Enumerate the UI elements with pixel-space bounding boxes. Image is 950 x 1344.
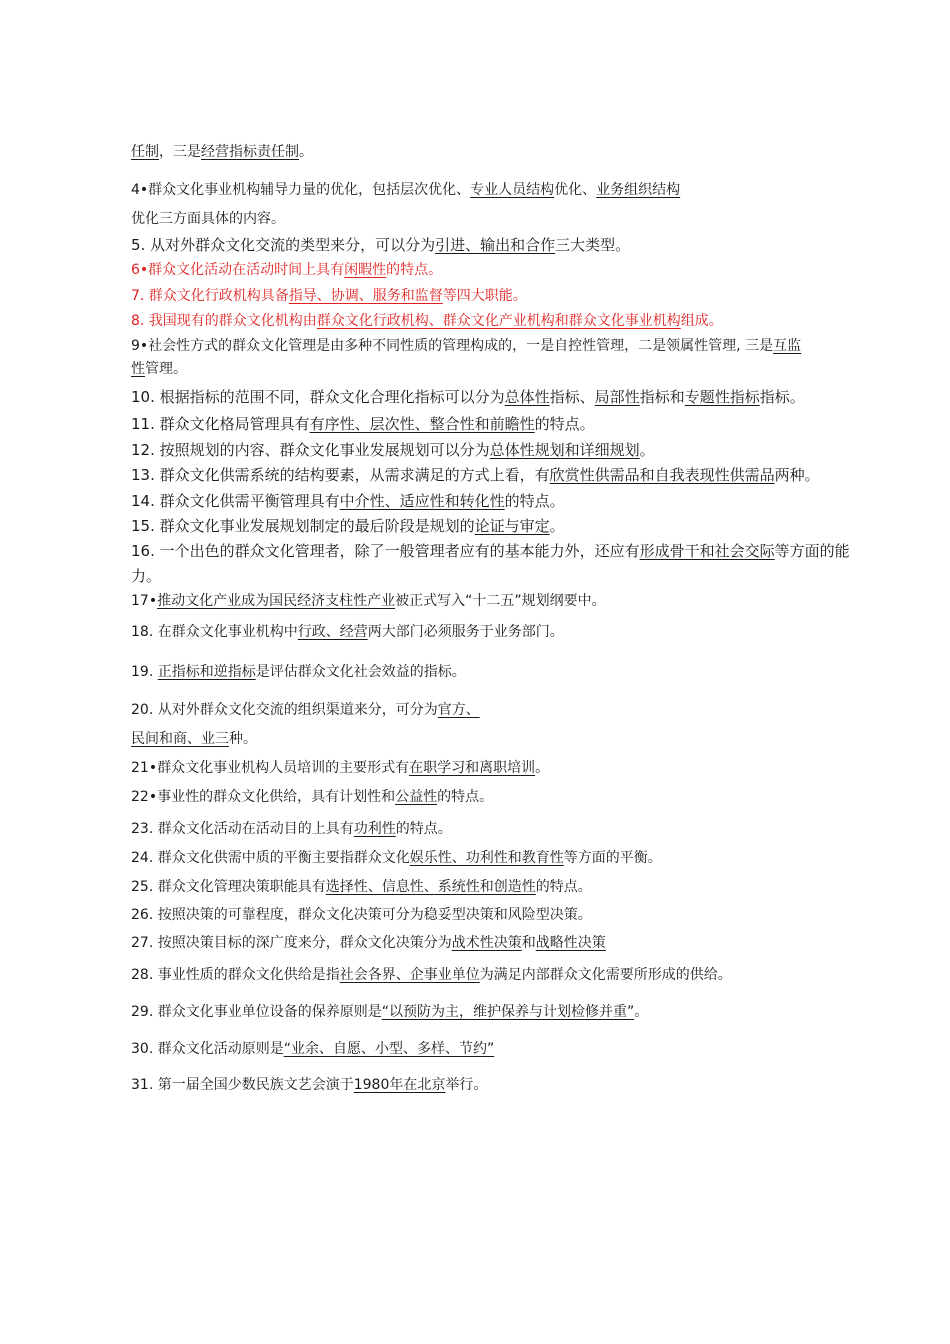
text-segment: 指标。 (759, 388, 805, 406)
text-segment: 三大类型。 (555, 236, 631, 254)
text-segment: 18. 在群众文化事业机构中 (131, 624, 298, 640)
text-segment: 组成。 (680, 313, 723, 329)
text-line (131, 387, 901, 407)
text-segment: 22•事业性的群众文化供给，具有计划性和 (131, 789, 396, 805)
text-line (131, 1002, 901, 1022)
underlined-answer: “以预防为主，维护保养与计划检修并重” (381, 1004, 635, 1020)
text-segment: 两种。 (774, 466, 820, 484)
text-segment: 的特点。 (395, 821, 452, 837)
underlined-answer: 群众文化行政机构、群众文化产业机构和群众文化事业机构 (316, 313, 681, 329)
text-segment: 举行。 (445, 1077, 488, 1093)
text-segment: 14. 群众文化供需平衡管理具有 (131, 492, 340, 510)
text-segment: 等方面的能 (774, 542, 850, 560)
text-segment: 被正式写入“十二五”规划纲要中。 (395, 593, 606, 609)
text-segment: 11. 群众文化格局管理具有 (131, 415, 310, 433)
text-line (131, 566, 901, 586)
text-segment: 9•社会性方式的群众文化管理是由多种不同性质的管理构成的，一是自控性管理，二是领属性管理, 三是 (131, 338, 774, 354)
text-segment: 8. 我国现有的群众文化机构由 (131, 313, 317, 329)
text-line (131, 414, 901, 434)
underlined-answer: 民间和商、业三 (131, 731, 229, 747)
text-segment: 等四大职能。 (442, 288, 527, 304)
text-segment: 24. 群众文化供需中质的平衡主要指群众文化 (131, 850, 410, 866)
text-segment: 23. 群众文化活动在活动目的上具有 (131, 821, 354, 837)
underlined-answer: 闲暇性 (344, 262, 387, 278)
text-line (131, 180, 901, 200)
text-segment: 的特点。 (504, 492, 565, 510)
text-segment: 27. 按照决策目标的深广度来分，群众文化决策分为 (131, 935, 452, 951)
text-line (131, 591, 901, 611)
underlined-answer: 功利性 (353, 821, 396, 837)
underlined-answer: 官方、 (437, 702, 480, 718)
underlined-answer: 社会各界、企事业单位 (339, 967, 480, 983)
text-segment: 26. 按照决策的可靠程度，群众文化决策可分为稳妥型决策和风险型决策。 (131, 907, 592, 923)
underlined-answer: 局部性 (594, 388, 640, 406)
underlined-answer: 欣赏性供需品和自我表现性供需品 (549, 466, 775, 484)
text-line (131, 848, 901, 868)
text-line (131, 286, 901, 306)
text-segment: 两大部门必须服务于业务部门。 (367, 624, 564, 640)
text-segment: 指标、 (549, 388, 595, 406)
text-line (131, 260, 901, 280)
text-line (131, 311, 901, 331)
text-segment: 10. 根据指标的范围不同，群众文化合理化指标可以分为 (131, 388, 505, 406)
underlined-answer: 正指标和逆指标 (157, 664, 256, 680)
text-line (131, 877, 901, 897)
underlined-answer: 专题性指标 (684, 388, 760, 406)
text-line (131, 700, 901, 720)
text-line (131, 905, 901, 925)
underlined-answer: 公益性 (395, 789, 438, 805)
text-segment: 29. 群众文化事业单位设备的保养原则是 (131, 1004, 382, 1020)
text-line (131, 142, 901, 162)
text-segment: 12. 按照规划的内容、群众文化事业发展规划可以分为 (131, 441, 490, 459)
text-line (131, 336, 901, 356)
text-line (131, 209, 901, 229)
underlined-answer: 在职学习和离职培训 (409, 760, 536, 776)
text-line (131, 516, 901, 536)
underlined-answer: 战略性决策 (535, 935, 606, 951)
text-segment: 指标和 (639, 388, 685, 406)
text-line (131, 819, 901, 839)
text-segment: 的特点。 (386, 262, 443, 278)
underlined-answer: 选择性、信息性、系统性和创造性 (325, 879, 536, 895)
text-line (131, 1039, 901, 1059)
underlined-answer: 引进、输出和合作 (435, 236, 556, 254)
text-segment: 5. 从对外群众文化交流的类型来分，可以分为 (131, 236, 436, 254)
text-segment: 为满足内部群众文化需要所形成的供给。 (479, 967, 732, 983)
underlined-answer: 论证与审定 (474, 517, 550, 535)
underlined-answer: 互监 (773, 338, 802, 354)
underlined-answer: 有序性、层次性、整合性和前瞻性 (309, 415, 535, 433)
underlined-answer: 1980年在北京 (353, 1077, 446, 1093)
text-segment: 15. 群众文化事业发展规划制定的最后阶段是规划的 (131, 517, 475, 535)
text-segment: 6•群众文化活动在活动时间上具有 (131, 262, 345, 278)
text-segment: 力。 (131, 567, 162, 585)
text-segment: 优化三方面具体的内容。 (131, 211, 285, 227)
text-segment: 20. 从对外群众文化交流的组织渠道来分，可分为 (131, 702, 438, 718)
text-segment: 。 (639, 441, 655, 459)
text-line (131, 729, 901, 749)
text-line (131, 622, 901, 642)
text-segment: 的特点。 (535, 879, 592, 895)
text-line (131, 1075, 901, 1095)
text-line (131, 662, 901, 682)
text-segment: 等方面的平衡。 (563, 850, 662, 866)
text-segment: 优化、 (554, 182, 597, 198)
text-segment: 是评估群众文化社会效益的指标。 (255, 664, 466, 680)
underlined-answer: 任制 (131, 144, 159, 160)
text-line (131, 440, 901, 460)
text-line (131, 359, 901, 379)
text-segment: 的特点。 (437, 789, 494, 805)
text-segment: 21•群众文化事业机构人员培训的主要形式有 (131, 760, 410, 776)
underlined-answer: 指导、协调、服务和监督 (288, 288, 443, 304)
underlined-answer: 经营指标责任制 (201, 144, 299, 160)
text-segment: 17• (131, 593, 158, 609)
text-segment: 管理。 (145, 361, 187, 377)
text-segment: 4•群众文化事业机构辅导力量的优化，包括层次优化、 (131, 182, 471, 198)
underlined-answer: 专业人员结构 (470, 182, 555, 198)
text-segment: 7. 群众文化行政机构具备 (131, 288, 289, 304)
text-segment: 13. 群众文化供需系统的结构要素，从需求满足的方式上看，有 (131, 466, 550, 484)
text-segment: 。 (299, 144, 313, 160)
underlined-answer: 性 (131, 361, 145, 377)
underlined-answer: 业务组织结构 (596, 182, 681, 198)
text-segment: ，三是 (159, 144, 201, 160)
text-line (131, 491, 901, 511)
text-segment: 的特点。 (534, 415, 595, 433)
text-line (131, 965, 901, 985)
underlined-answer: “业余、自愿、小型、多样、节约” (283, 1041, 495, 1057)
text-segment: 19. (131, 664, 158, 680)
text-line (131, 541, 901, 561)
underlined-answer: 总体性 (504, 388, 550, 406)
text-segment: 种。 (229, 731, 257, 747)
text-segment: 25. 群众文化管理决策职能具有 (131, 879, 326, 895)
text-segment: 31. 第一届全国少数民族文艺会演于 (131, 1077, 354, 1093)
underlined-answer: 娱乐性、功利性和教育性 (409, 850, 564, 866)
text-segment: 和 (521, 935, 536, 951)
underlined-answer: 形成骨干和社会交际 (639, 542, 775, 560)
text-segment: 。 (535, 760, 550, 776)
underlined-answer: 推动文化产业成为国民经济支柱性产业 (157, 593, 396, 609)
text-line (131, 787, 901, 807)
text-line (131, 933, 901, 953)
underlined-answer: 战术性决策 (451, 935, 522, 951)
text-segment: 。 (549, 517, 565, 535)
text-segment: 30. 群众文化活动原则是 (131, 1041, 284, 1057)
text-segment: 28. 事业性质的群众文化供给是指 (131, 967, 340, 983)
underlined-answer: 行政、经营 (297, 624, 368, 640)
text-line (131, 235, 901, 255)
text-segment: 。 (634, 1004, 649, 1020)
text-line (131, 758, 901, 778)
underlined-answer: 中介性、适应性和转化性 (339, 492, 505, 510)
text-segment: 16. 一个出色的群众文化管理者，除了一般管理者应有的基本能力外，还应有 (131, 542, 640, 560)
underlined-answer: 总体性规划和详细规划 (489, 441, 640, 459)
text-line (131, 465, 901, 485)
